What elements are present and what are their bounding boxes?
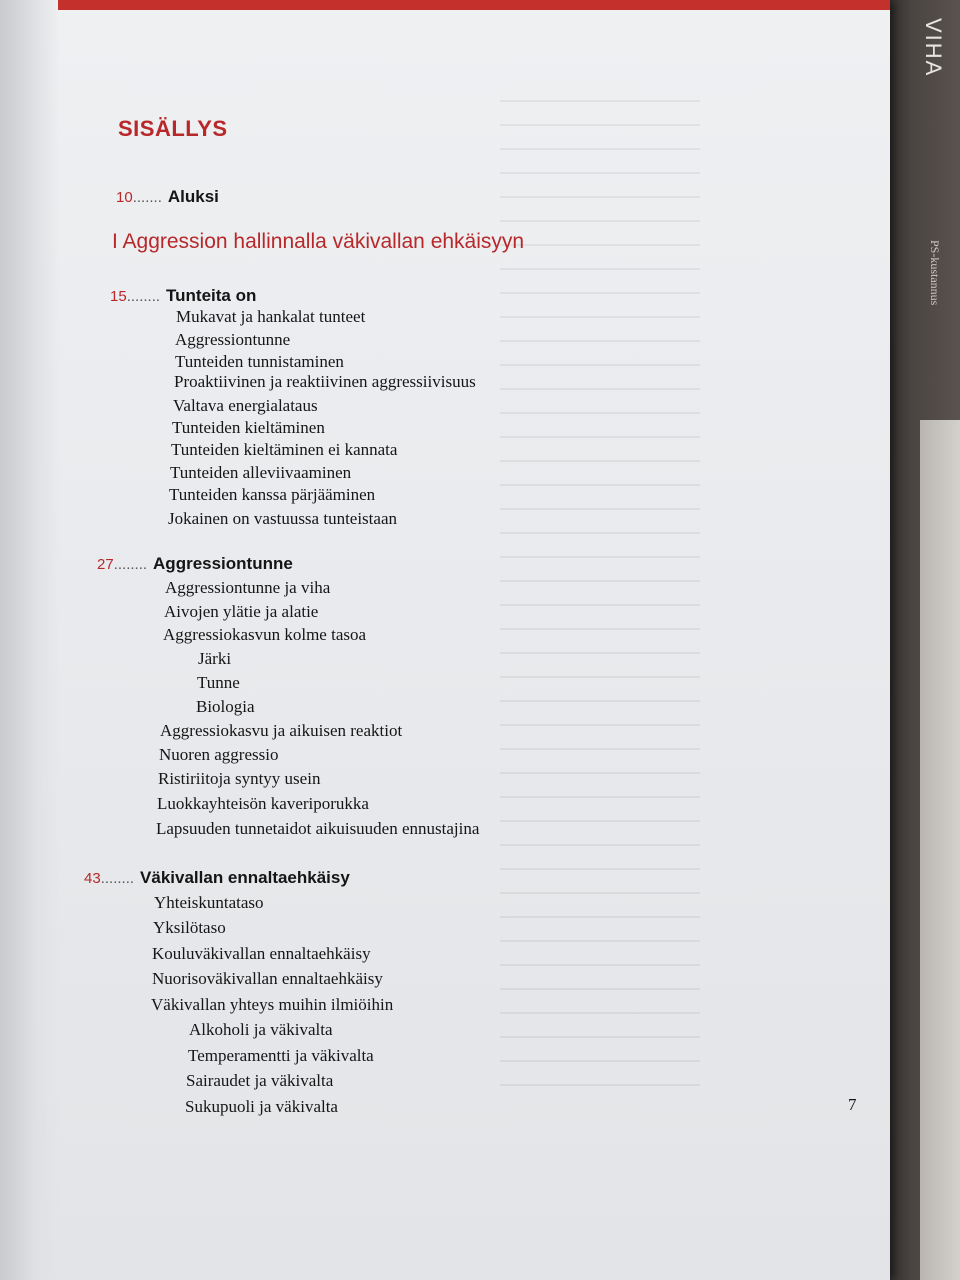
toc-item: Aggressiontunne [175,330,291,349]
spine-title: VIHA [921,18,946,78]
toc-item: Mukavat ja hankalat tunteet [176,307,366,326]
toc-item: Jokainen on vastuussa tunteistaan [168,509,397,528]
page-number: 7 [848,1095,857,1114]
underlying-page-edge [920,420,960,1280]
toc-subitem: Sukupuoli ja väkivalta [185,1097,338,1116]
toc-item: Tunteiden alleviivaaminen [170,463,352,482]
toc-item: Proaktiivinen ja reaktiivinen aggressiivisuus [174,372,476,391]
leader-dots: ........ [113,556,148,573]
toc-item: Yksilötaso [153,918,226,937]
toc-subitem: Tunne [197,673,240,692]
toc-item: Ristiriitoja syntyy usein [158,769,321,788]
toc-section-entry [97,554,293,574]
toc-item: Väkivallan yhteys muihin ilmiöihin [151,995,394,1014]
toc-intro-entry [116,187,219,207]
section-title: Väkivallan ennaltaehkäisy [140,868,350,887]
toc-subitem: Biologia [196,697,255,716]
toc-item: Valtava energialataus [173,396,318,415]
toc-item: Tunteiden tunnistaminen [175,352,344,371]
page-ref: 10 [116,189,133,206]
toc-subitem: Järki [198,649,232,668]
toc-title: SISÄLLYS [118,116,228,141]
toc-item: Luokkayhteisön kaveriporukka [157,794,369,813]
red-top-band [58,0,890,10]
show-through-text [500,100,700,1100]
toc-item: Aggressiokasvu ja aikuisen reaktiot [160,721,403,740]
toc-item: Aggressiontunne ja viha [165,578,331,597]
toc-item: Yhteiskuntataso [154,893,264,912]
toc-item: Aggressiokasvun kolme tasoa [163,625,367,644]
toc-item: Lapsuuden tunnetaidot aikuisuuden ennustajina [156,819,480,838]
section-title: Aluksi [167,187,219,206]
toc-item: Nuoren aggressio [159,745,279,764]
page-ref: 43 [84,870,101,887]
toc-subitem: Temperamentti ja väkivalta [188,1046,374,1065]
toc-subitem: Sairaudet ja väkivalta [186,1071,334,1090]
toc-item: Tunteiden kieltäminen [172,418,325,437]
toc-item: Kouluväkivallan ennaltaehkäisy [152,944,371,963]
page-ref: 15 [110,288,127,305]
toc-item: Aivojen ylätie ja alatie [164,602,319,621]
spine-publisher: PS-kustannus [928,240,942,306]
toc-item: Nuorisoväkivallan ennaltaehkäisy [152,969,383,988]
leader-dots: ....... [132,189,162,206]
toc-section-entry [84,868,350,888]
section-title: Aggressiontunne [153,554,293,573]
page-ref: 27 [97,556,114,573]
toc-subitem: Alkoholi ja väkivalta [189,1020,333,1039]
toc-item: Tunteiden kanssa pärjääminen [169,485,376,504]
leader-dots: ........ [126,288,161,305]
toc-section-entry [110,286,256,306]
part-title: I Aggression hallinnalla väkivallan ehkäisyyn [112,230,525,253]
toc-item: Tunteiden kieltäminen ei kannata [171,440,398,459]
section-title: Tunteita on [166,286,257,305]
leader-dots: ........ [100,870,135,887]
page-gutter-shadow [0,0,60,1280]
